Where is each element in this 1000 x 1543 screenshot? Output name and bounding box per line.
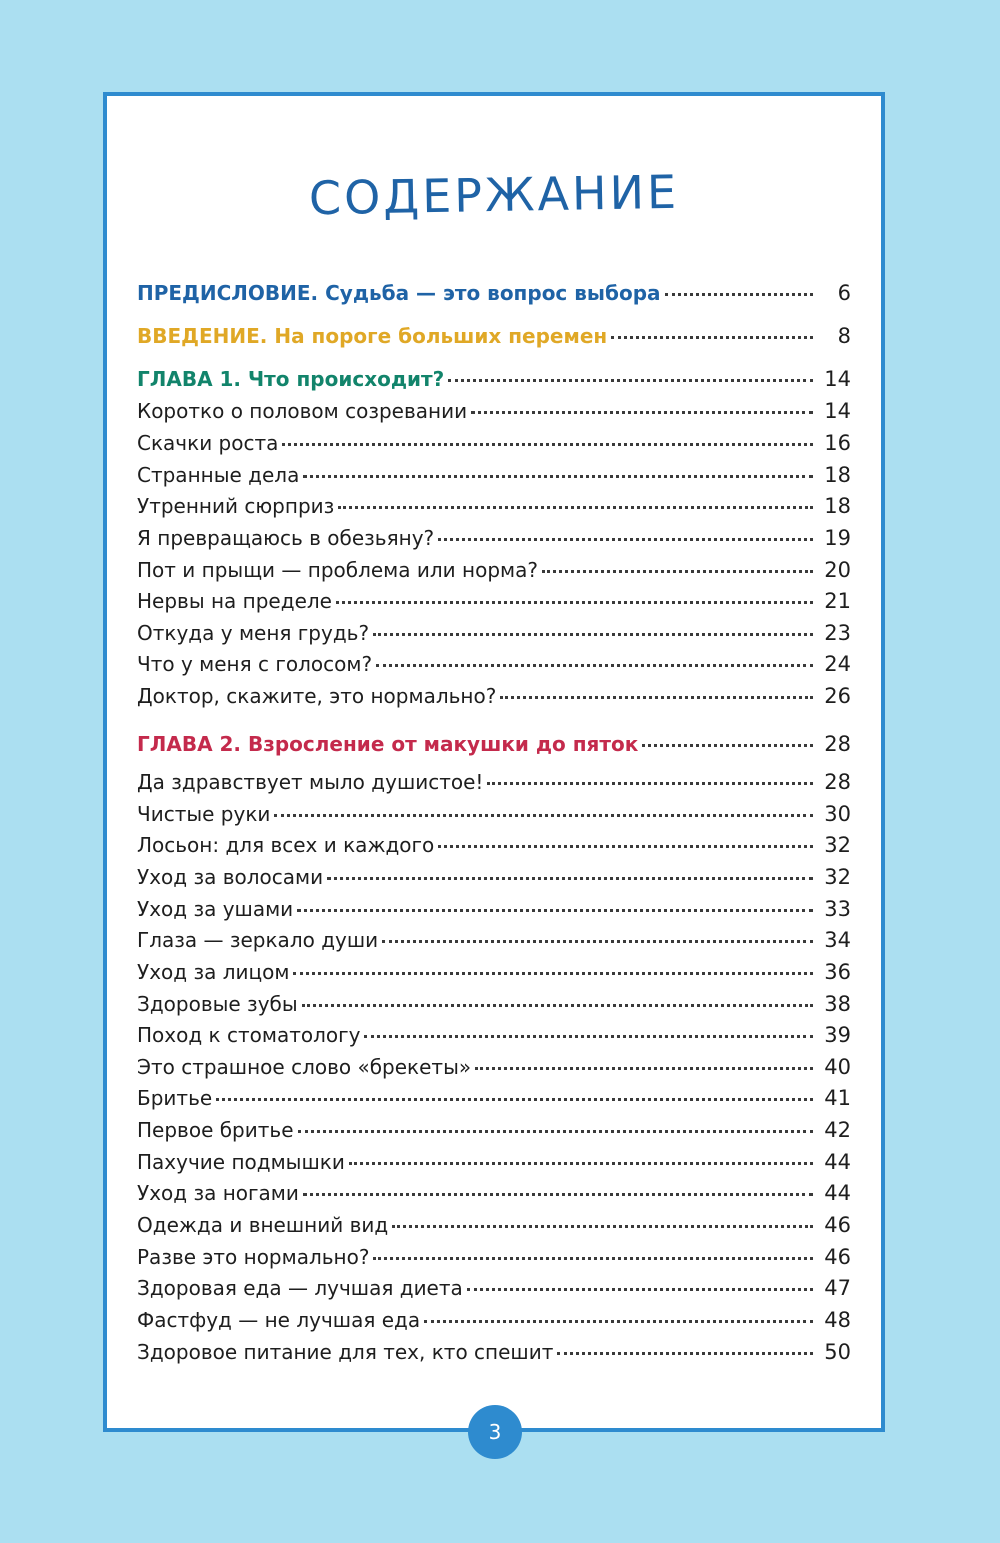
toc-entry-label: Здоровое питание для тех, кто спешит — [137, 1340, 554, 1364]
toc-entry-label: Фастфуд — не лучшая еда — [137, 1308, 421, 1332]
dot-leader — [302, 1004, 813, 1007]
toc-entry-row — [137, 431, 851, 463]
toc-entry-label: Здоровые зубы — [137, 992, 298, 1016]
toc-page-number: 36 — [824, 960, 851, 984]
toc-page-number: 44 — [824, 1150, 851, 1174]
toc-entry-row — [137, 621, 851, 653]
toc-heading-row — [137, 281, 851, 313]
toc-page-number: 46 — [824, 1245, 851, 1269]
page-number-badge: 3 — [468, 1405, 522, 1459]
toc-page-number: 28 — [824, 770, 851, 794]
toc-entry-label: Глаза — зеркало души — [137, 928, 379, 952]
dot-leader — [327, 877, 813, 880]
toc-entry-label: Это страшное слово «брекеты» — [137, 1055, 472, 1079]
dot-leader — [376, 664, 813, 667]
toc-page-number: 46 — [824, 1213, 851, 1237]
dot-leader — [382, 940, 813, 943]
toc-page-number: 32 — [824, 833, 851, 857]
toc-entry-label: Уход за ногами — [137, 1181, 299, 1205]
toc-entry-label: Лосьон: для всех и каждого — [137, 833, 435, 857]
toc-page-number: 24 — [824, 652, 851, 676]
toc-entry-row — [137, 928, 851, 960]
toc-entry-row — [137, 1276, 851, 1308]
toc-entry-label: Разве это нормально? — [137, 1245, 370, 1269]
toc-page-number: 18 — [824, 463, 851, 487]
toc-page-number: 8 — [837, 324, 851, 348]
toc-entry-row — [137, 652, 851, 684]
toc-page-number: 23 — [824, 621, 851, 645]
toc-entry-label: Пахучие подмышки — [137, 1150, 345, 1174]
dot-leader — [557, 1352, 813, 1355]
toc-entry-label: Одежда и внешний вид — [137, 1213, 389, 1237]
toc-entry-row — [137, 1118, 851, 1150]
toc-entry-row — [137, 1055, 851, 1087]
toc-page-number: 20 — [824, 558, 851, 582]
dot-leader — [665, 293, 813, 296]
toc-page-number: 30 — [824, 802, 851, 826]
toc-entry-row — [137, 1213, 851, 1245]
toc-entry-row — [137, 1308, 851, 1340]
dot-leader — [373, 1257, 813, 1260]
dot-leader — [336, 601, 813, 604]
dot-leader — [424, 1320, 813, 1323]
toc-entry-label: Я превращаюсь в обезьяну? — [137, 526, 435, 550]
toc-heading-row — [137, 324, 851, 356]
toc-entry-row — [137, 1023, 851, 1055]
toc-page-number: 14 — [824, 399, 851, 423]
toc-page-number: 48 — [824, 1308, 851, 1332]
toc-entry-label: Первое бритье — [137, 1118, 294, 1142]
toc-entry-label: Здоровая еда — лучшая диета — [137, 1276, 463, 1300]
toc-entry-row — [137, 558, 851, 590]
dot-leader — [448, 379, 813, 382]
toc-page-number: 19 — [824, 526, 851, 550]
toc-entry-row — [137, 526, 851, 558]
toc-page-number: 33 — [824, 897, 851, 921]
dot-leader — [274, 814, 813, 817]
toc-entry-row — [137, 802, 851, 834]
toc-entry-label: Чистые руки — [137, 802, 271, 826]
toc-entry-row — [137, 1181, 851, 1213]
dot-leader — [475, 1067, 813, 1070]
toc-page-number: 42 — [824, 1118, 851, 1142]
dot-leader — [642, 744, 813, 747]
dot-leader — [303, 1193, 813, 1196]
toc-entry-label: ВВЕДЕНИЕ. На пороге больших перемен — [137, 324, 608, 348]
dot-leader — [542, 570, 813, 573]
dot-leader — [349, 1162, 813, 1165]
toc-entry-row — [137, 865, 851, 897]
toc-entry-label: Скачки роста — [137, 431, 279, 455]
toc-page-number: 44 — [824, 1181, 851, 1205]
toc-page-number: 21 — [824, 589, 851, 613]
toc-entry-label: Уход за волосами — [137, 865, 324, 889]
toc-heading-row — [137, 367, 851, 399]
dot-leader — [297, 909, 813, 912]
toc-page-number: 38 — [824, 992, 851, 1016]
toc-page-number: 16 — [824, 431, 851, 455]
toc-page-number: 47 — [824, 1276, 851, 1300]
toc-entry-label: Да здравствует мыло душистое! — [137, 770, 484, 794]
dot-leader — [373, 633, 813, 636]
dot-leader — [338, 506, 813, 509]
dot-leader — [438, 538, 813, 541]
toc-page-number: 28 — [824, 732, 851, 756]
toc-page-number: 34 — [824, 928, 851, 952]
toc-entry-row — [137, 589, 851, 621]
dot-leader — [471, 411, 813, 414]
toc-entry-label: Доктор, скажите, это нормально? — [137, 684, 497, 708]
dot-leader — [392, 1225, 813, 1228]
toc-page-number: 40 — [824, 1055, 851, 1079]
toc-entry-row — [137, 770, 851, 802]
toc-entry-row — [137, 1150, 851, 1182]
toc-entry-label: Коротко о половом созревании — [137, 399, 468, 423]
dot-leader — [282, 443, 813, 446]
toc-entry-label: Нервы на пределе — [137, 589, 332, 613]
toc-entry-label: Странные дела — [137, 463, 300, 487]
toc-entry-row — [137, 463, 851, 495]
dot-leader — [303, 475, 813, 478]
contents-page — [103, 92, 885, 1432]
toc-entry-row — [137, 494, 851, 526]
toc-entry-label: ГЛАВА 1. Что происходит? — [137, 367, 445, 391]
dot-leader — [438, 845, 813, 848]
toc-entry-row — [137, 399, 851, 431]
toc-page-number: 39 — [824, 1023, 851, 1047]
toc-page-number: 50 — [824, 1340, 851, 1364]
toc-entry-row — [137, 992, 851, 1024]
toc-entry-row — [137, 960, 851, 992]
toc-entry-label: Уход за лицом — [137, 960, 290, 984]
toc-page-number: 32 — [824, 865, 851, 889]
dot-leader — [611, 336, 813, 339]
toc-entry-row — [137, 833, 851, 865]
dot-leader — [298, 1130, 814, 1133]
dot-leader — [500, 696, 813, 699]
dot-leader — [293, 972, 813, 975]
toc-entry-row — [137, 897, 851, 929]
toc-page-number: 14 — [824, 367, 851, 391]
toc-page-number: 41 — [824, 1086, 851, 1110]
toc-entry-label: Утренний сюрприз — [137, 494, 335, 518]
dot-leader — [364, 1035, 813, 1038]
toc-entry-label: Поход к стоматологу — [137, 1023, 361, 1047]
toc-entry-label: Откуда у меня грудь? — [137, 621, 370, 645]
toc-heading-row — [137, 732, 851, 764]
toc-entry-row — [137, 684, 851, 716]
toc-page-number: 26 — [824, 684, 851, 708]
dot-leader — [487, 782, 813, 785]
toc-entry-label: ПРЕДИСЛОВИЕ. Судьба — это вопрос выбора — [137, 281, 661, 305]
dot-leader — [216, 1098, 813, 1101]
toc-entry-label: Пот и прыщи — проблема или норма? — [137, 558, 538, 582]
toc-entry-label: Уход за ушами — [137, 897, 294, 921]
toc-entry-label: Бритье — [137, 1086, 213, 1110]
toc-entry-row — [137, 1340, 851, 1372]
toc-page-number: 6 — [837, 281, 851, 305]
toc-entry-row — [137, 1086, 851, 1118]
dot-leader — [467, 1288, 813, 1291]
toc-entry-label: Что у меня с голосом? — [137, 652, 373, 676]
page-title: СОДЕРЖАНИЕ — [308, 164, 680, 226]
toc-entry-row — [137, 1245, 851, 1277]
toc-page-number: 18 — [824, 494, 851, 518]
toc-entry-label: ГЛАВА 2. Взросление от макушки до пяток — [137, 732, 639, 756]
